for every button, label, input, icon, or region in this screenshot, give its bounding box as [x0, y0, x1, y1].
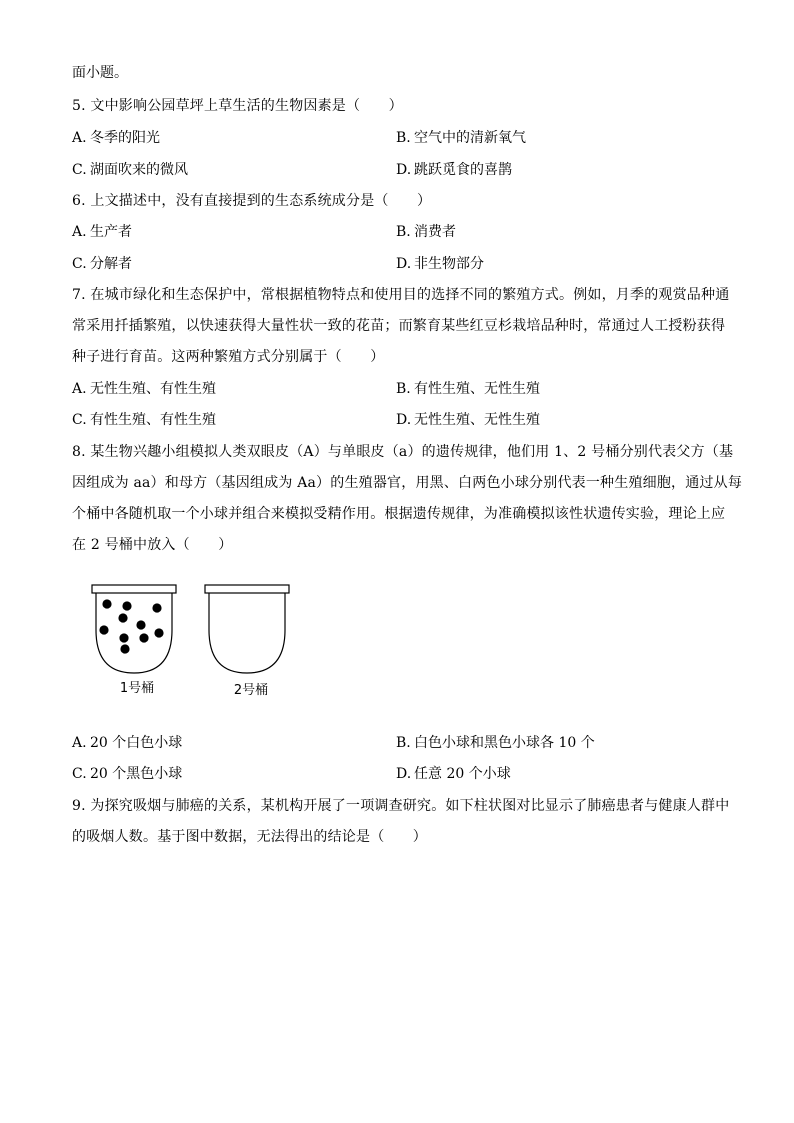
question-6-option-d[interactable]: D. 非生物部分 [396, 256, 484, 272]
question-7-option-a[interactable]: A. 无性生殖、有性生殖 [72, 381, 216, 397]
question-5-option-a[interactable]: A. 冬季的阳光 [72, 130, 160, 146]
bucket-1 [92, 585, 176, 673]
black-ball [120, 644, 129, 653]
black-ball [119, 633, 128, 642]
question-8-stem-line-2: 因组成为 aa）和母方（基因组成为 Aa）的生殖器官，用黑、白两色小球分别代表一种生殖细胞，通过从每 [72, 475, 743, 491]
question-6-options-row-1 [72, 222, 722, 242]
question-9-stem-line-1: 9. 为探究吸烟与肺癌的关系，某机构开展了一项调查研究。如下柱状图对比显示了肺癌患者与健康人群中 [72, 798, 730, 814]
question-8-option-c[interactable]: C. 20 个黑色小球 [72, 766, 183, 782]
question-5-stem: 5. 文中影响公园草坪上草生活的生物因素是（ ） [72, 98, 403, 114]
question-9-stem-line-2: 的吸烟人数。基于图中数据，无法得出的结论是（ ） [72, 829, 427, 845]
question-8-option-d[interactable]: D. 任意 20 个小球 [396, 766, 511, 782]
question-8-option-b[interactable]: B. 白色小球和黑色小球各 10 个 [396, 735, 595, 751]
bucket-1-label: 1号桶 [119, 681, 155, 696]
question-5-options-row-2 [72, 160, 722, 180]
question-7-options-row-1 [72, 379, 722, 399]
question-5-option-b[interactable]: B. 空气中的清新氧气 [396, 130, 526, 146]
bucket-2 [205, 585, 289, 673]
question-7-option-c[interactable]: C. 有性生殖、有性生殖 [72, 412, 216, 428]
intro-text: 面小题。 [72, 65, 128, 81]
question-7-option-d[interactable]: D. 无性生殖、无性生殖 [396, 412, 540, 428]
question-6-option-b[interactable]: B. 消费者 [396, 224, 456, 240]
question-8-stem-line-1: 8. 某生物兴趣小组模拟人类双眼皮（A）与单眼皮（a）的遗传规律，他们用 1、2 号桶分别代表父方（基 [72, 444, 734, 460]
question-5-options-row-1 [72, 128, 722, 148]
black-ball [118, 613, 127, 622]
question-5-option-d[interactable]: D. 跳跃觅食的喜鹊 [396, 162, 512, 178]
black-ball [139, 633, 148, 642]
bucket-figure [80, 578, 320, 708]
black-ball [152, 603, 161, 612]
question-6-option-a[interactable]: A. 生产者 [72, 224, 132, 240]
question-7-stem-line-2: 常采用扦插繁殖，以快速获得大量性状一致的花苗；而繁育某些红豆杉栽培品种时，常通过人工授粉获得 [72, 318, 726, 334]
black-ball [99, 625, 108, 634]
question-7-stem-line-1: 7. 在城市绿化和生态保护中，常根据植物特点和使用目的选择不同的繁殖方式。例如，月季的观赏品种通 [72, 287, 730, 303]
black-ball [122, 601, 131, 610]
question-6-option-c[interactable]: C. 分解者 [72, 256, 132, 272]
black-ball [136, 620, 145, 629]
question-6-stem: 6. 上文描述中，没有直接提到的生态系统成分是（ ） [72, 193, 432, 209]
question-7-stem-line-3: 种子进行育苗。这两种繁殖方式分别属于（ ） [72, 349, 385, 365]
question-7-options-row-2 [72, 410, 722, 430]
black-ball [154, 628, 163, 637]
question-8-stem-line-4: 在 2 号桶中放入（ ） [72, 537, 233, 553]
question-8-option-a[interactable]: A. 20 个白色小球 [72, 735, 183, 751]
black-ball [102, 599, 111, 608]
question-7-option-b[interactable]: B. 有性生殖、无性生殖 [396, 381, 540, 397]
question-6-options-row-2 [72, 254, 722, 274]
question-5-option-c[interactable]: C. 湖面吹来的微风 [72, 162, 188, 178]
bucket-2-label: 2号桶 [233, 683, 269, 698]
question-8-options-row-1 [72, 733, 722, 753]
question-8-options-row-2 [72, 764, 722, 784]
question-8-stem-line-3: 个桶中各随机取一个小球并组合来模拟受精作用。根据遗传规律，为准确模拟该性状遗传实验，理论上应 [72, 506, 726, 522]
